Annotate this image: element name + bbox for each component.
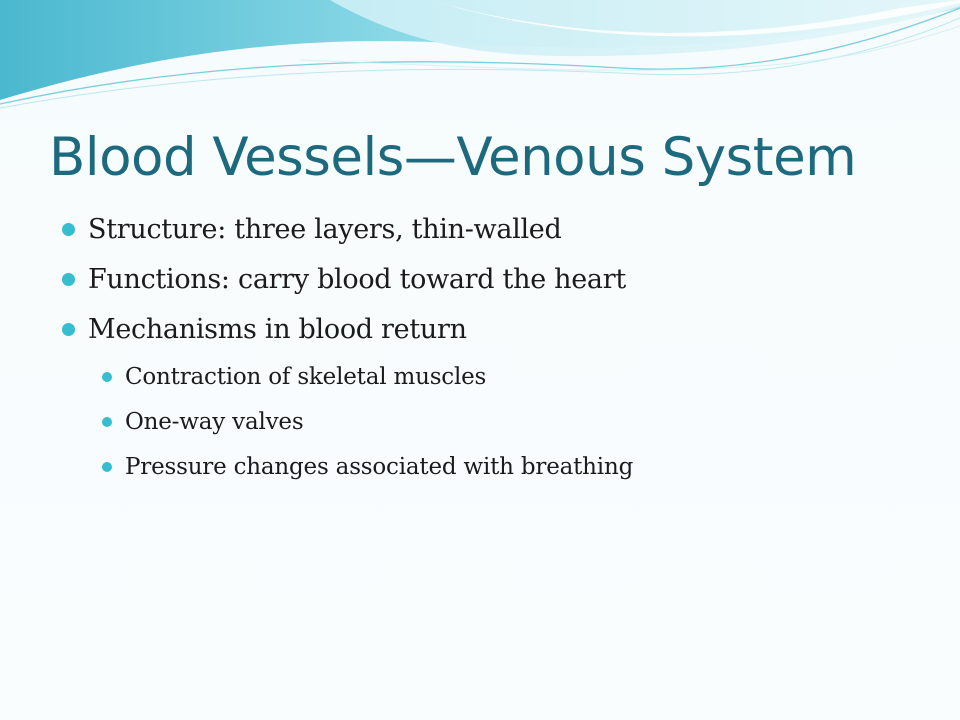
sub-bullet-text: Pressure changes associated with breathing bbox=[125, 454, 634, 480]
sub-bullet-text: One-way valves bbox=[125, 409, 304, 435]
sub-bullet-list bbox=[62, 355, 922, 490]
wave-band-light bbox=[330, 0, 960, 56]
bullet-mechanisms bbox=[62, 305, 922, 355]
sub-bullet-skeletal-muscles bbox=[102, 355, 922, 400]
bullet-structure bbox=[62, 205, 922, 255]
bullet-dot-icon bbox=[62, 223, 75, 236]
bullet-text: Functions: carry blood toward the heart bbox=[88, 264, 626, 295]
sub-bullet-dot-icon bbox=[102, 462, 112, 472]
header-wave-decoration bbox=[0, 0, 960, 120]
bullet-dot-icon bbox=[62, 273, 75, 286]
sub-bullet-pressure-changes bbox=[102, 445, 922, 490]
sub-bullet-one-way-valves bbox=[102, 400, 922, 445]
sub-bullet-dot-icon bbox=[102, 417, 112, 427]
slide-title: Blood Vessels—Venous System bbox=[49, 127, 857, 188]
bullet-text: Mechanisms in blood return bbox=[88, 314, 467, 345]
bullet-dot-icon bbox=[62, 323, 75, 336]
bullet-functions bbox=[62, 255, 922, 305]
sub-bullet-text: Contraction of skeletal muscles bbox=[125, 364, 487, 390]
bullet-text: Structure: three layers, thin-walled bbox=[88, 214, 562, 245]
sub-bullet-dot-icon bbox=[102, 372, 112, 382]
bullet-list bbox=[62, 205, 922, 490]
sub-bullet-group bbox=[62, 355, 922, 490]
